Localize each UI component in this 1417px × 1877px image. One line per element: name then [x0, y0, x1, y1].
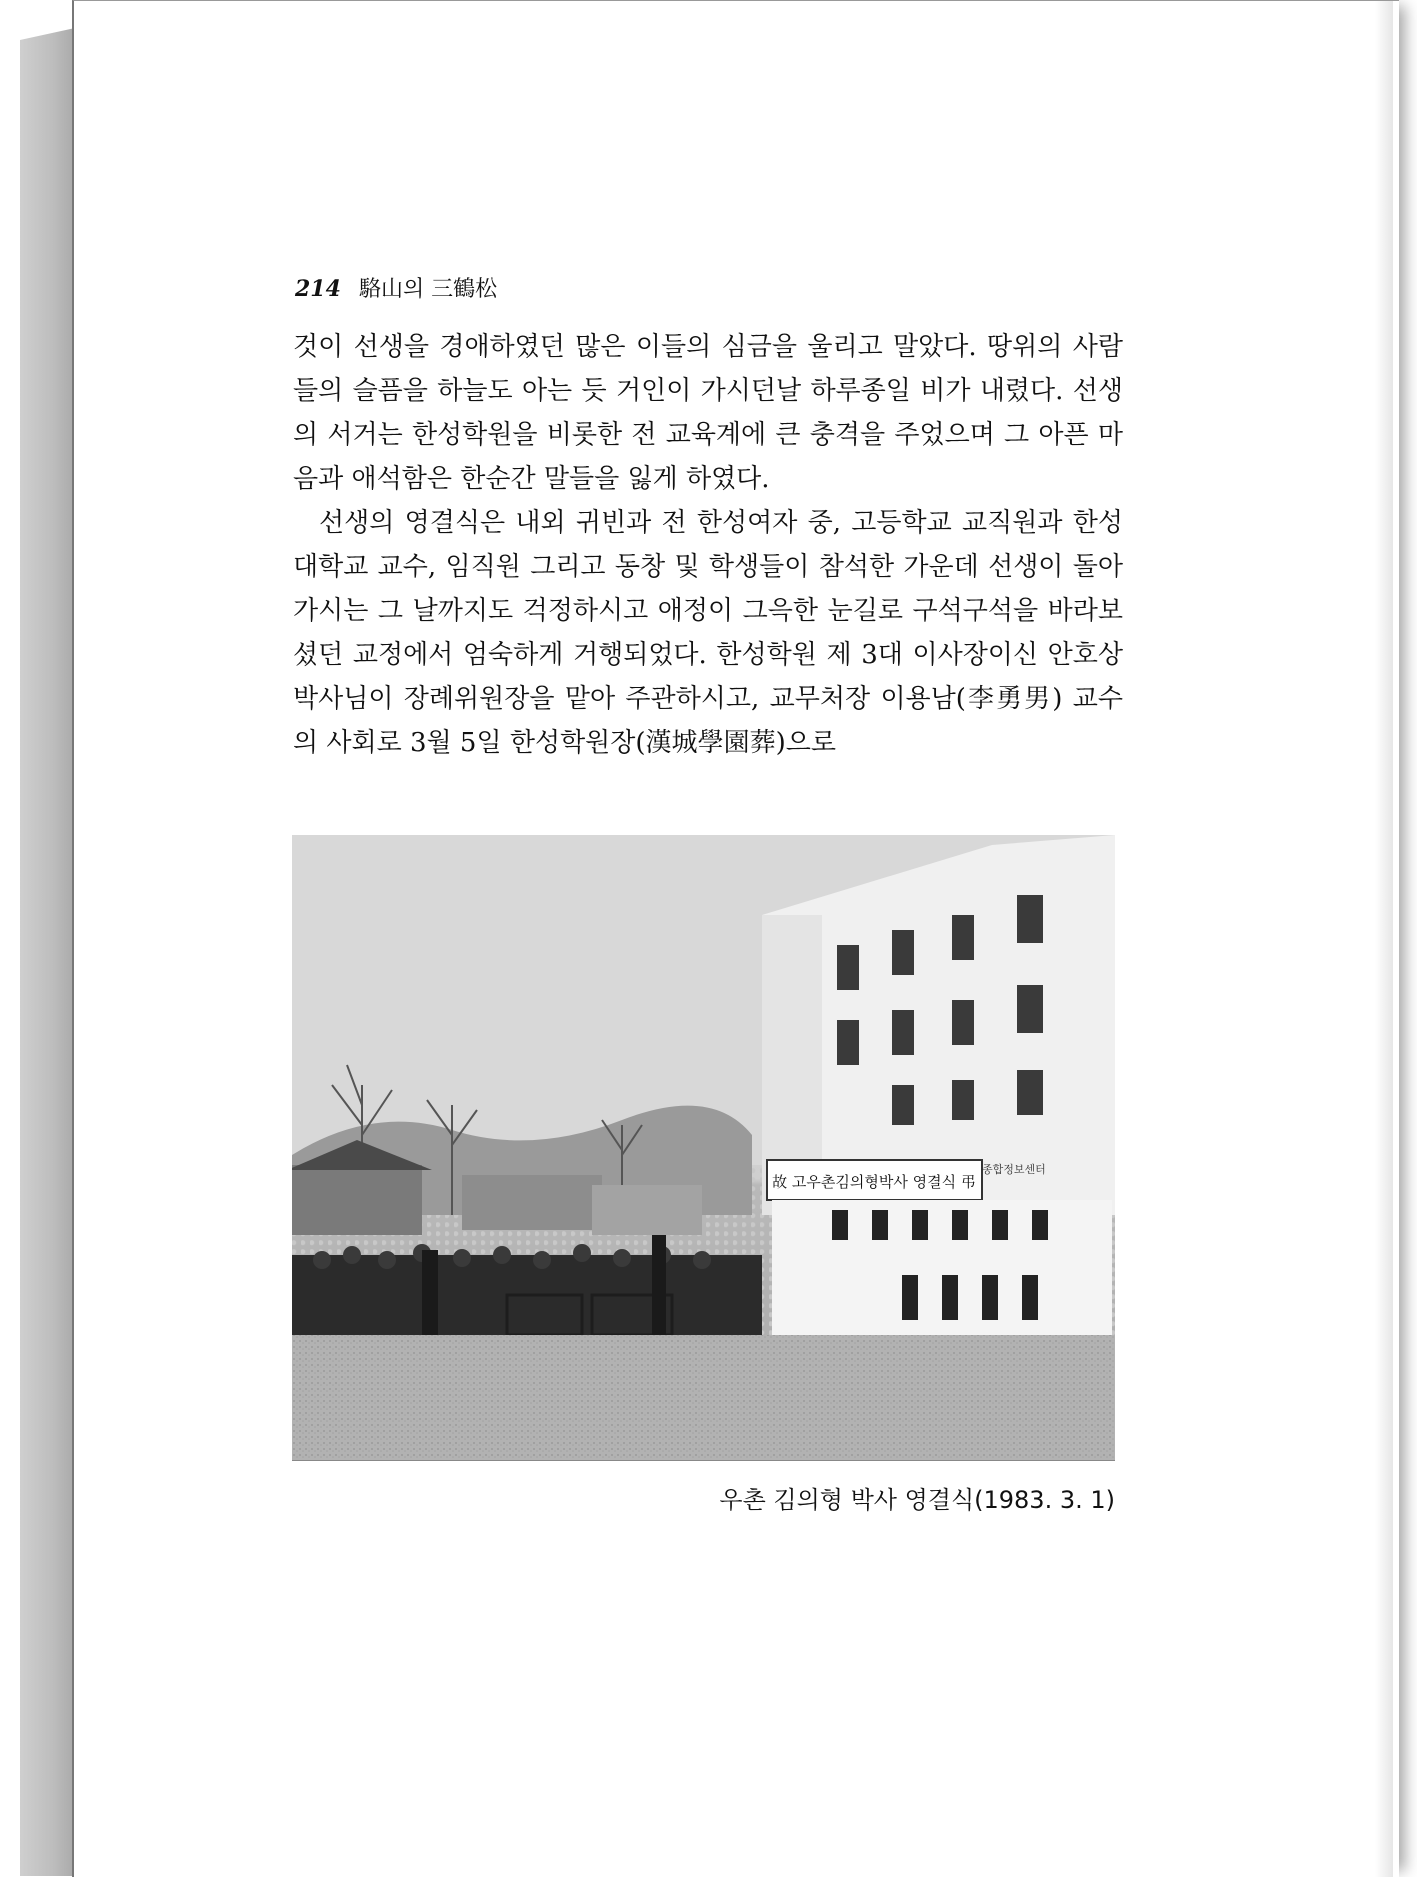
funeral-photo [292, 835, 1115, 1461]
paragraph-1: 것이 선생을 경애하였던 많은 이들의 심금을 울리고 말았다. 땅위의 사람들의 슬픔을 하늘도 아는 듯 거인이 가시던날 하루종일 비가 내렸다. 선생의 서거는 한성학원을 비롯한 전 교육계에 큰 충격을 주었으며 그 아픈 마음과 애석함은 한순간 말들을 잃게 하였다. [293, 332, 1123, 494]
photo-caption: 우촌 김의형 박사 영결식(1983. 3. 1) [719, 1486, 1115, 1514]
page-number: 214 [295, 276, 341, 302]
running-title: 駱山의 三鶴松 [358, 277, 498, 302]
sign-text: 종합정보센터 [982, 1163, 1046, 1176]
funeral-photo-illustration [292, 835, 1115, 1460]
banner-text: 故 고우촌김의형박사 영결식 弔 [772, 1173, 976, 1191]
running-header [295, 272, 497, 303]
paragraph-2: 선생의 영결식은 내외 귀빈과 전 한성여자 중, 고등학교 교직원과 한성대학교 교수, 임직원 그리고 동창 및 학생들이 참석한 가운데 선생이 돌아가시는 그 날까지도 걱정하시고 애정이 그윽한 눈길로 구석구석을 바라보셨던 교정에서 엄숙하게 거행되었다. 한성학원 제 3대 이사장이신 안호상 박사님이 장례위원장을 맡아 주관하시고, 교무처장 이용남(李勇男) 교수의 사회로 3월 5일 한성학원장(漢城學園葬)으로 [293, 508, 1123, 758]
body-text [293, 325, 1123, 765]
book-spine-edge [20, 28, 75, 1876]
page-right-edge [1375, 1, 1393, 1877]
